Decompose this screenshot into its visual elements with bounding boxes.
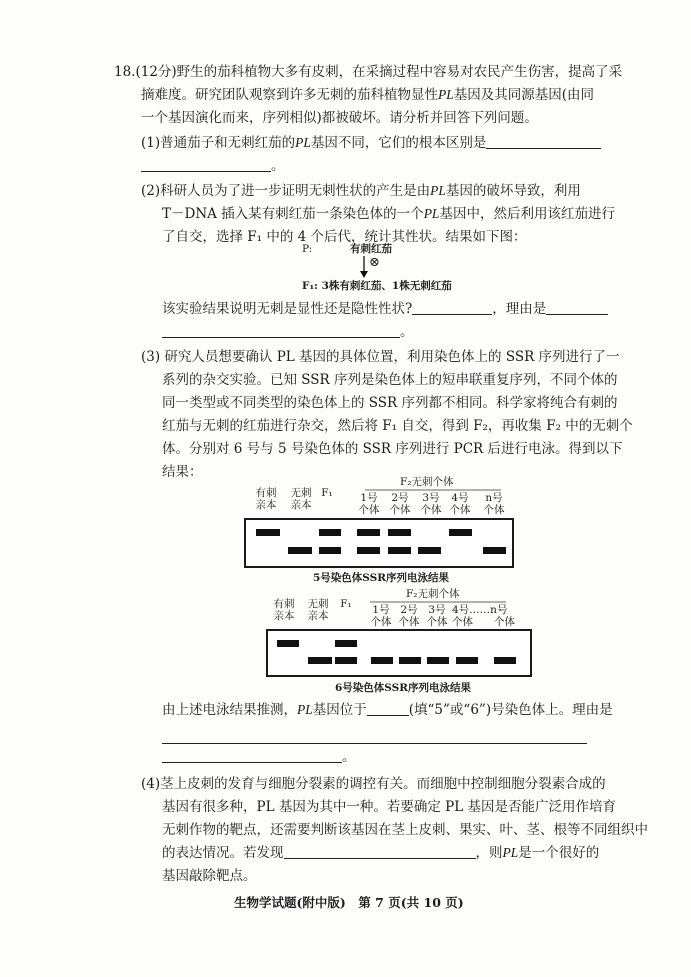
q18-line2: 摘难度。研究团队观察到许多无刺的茄科植物显性PL基因及其同源基因(由同 (141, 87, 595, 103)
gel2-band (456, 657, 478, 664)
gel2-band (335, 657, 357, 664)
gel2-lane-label: 1号 个体 (370, 604, 392, 628)
part4-line5: 基因敲除靶点。 (162, 868, 257, 884)
gel1-band (388, 547, 411, 554)
cross-p-label: P: (302, 243, 313, 255)
gel2-lane-label: F₁ (340, 598, 352, 610)
gel1-lane-label: 无刺 亲本 (290, 487, 312, 511)
part2-line5: 。 (162, 322, 414, 342)
gel1-lane-label: 有刺 亲本 (255, 487, 277, 511)
gel1-band (449, 529, 472, 536)
gel2-caption: 6号染色体SSR序列电泳结果 (335, 682, 471, 694)
part3-line3: 同一类型或不同类型的染色体上的 SSR 序列都不相同。科学家将纯合有刺的 (162, 395, 618, 411)
gel2-lane-label: 2号 个体 (398, 604, 420, 628)
gel2-band (308, 657, 332, 664)
answer-blank-1b[interactable] (141, 157, 271, 172)
gel1-band (288, 547, 312, 554)
part4-line3: 无刺作物的靶点，还需要判断该基因在茎上皮刺、果实、叶、茎、根等不同组织中 (162, 822, 648, 838)
page-footer: 生物学试题(附中版) 第 7 页(共 10 页) (234, 895, 464, 910)
gel1-box (244, 518, 514, 568)
selfing-symbol-icon: ⊗ (369, 255, 380, 270)
gel1-band (357, 529, 380, 536)
q18-line1: 18.(12分)野生的茄科植物大多有皮刺，在采摘过程中容易对农民产生伤害，提高了采 (114, 64, 623, 80)
answer-blank-2a[interactable] (412, 300, 492, 315)
answer-blank-3c[interactable] (162, 748, 342, 763)
gel1-band (357, 547, 380, 554)
answer-blank-2c[interactable] (162, 323, 400, 338)
answer-blank-3a[interactable] (367, 701, 409, 716)
gel2-band (494, 657, 516, 664)
gel2-band (399, 657, 421, 664)
gel2-band (277, 640, 299, 647)
cross-parent: 有刺红茄 (350, 243, 392, 255)
cross-f1-result: F₁: 3株有刺红茄、1株无刺红茄 (302, 280, 452, 292)
part3-line6: 结果： (162, 464, 203, 480)
gel1-band (256, 529, 280, 536)
gel1-lane-label: 3号 个体 (420, 492, 442, 516)
part3-line5: 体。分别对 6 号与 5 号染色体的 SSR 序列进行 PCR 后进行电泳。得到以下 (162, 441, 623, 457)
part4-line2: 基因有很多种，PL 基因为其中一种。若要确定 PL 基因是否能广泛用作培育 (162, 799, 616, 815)
part1-line2: 。 (141, 156, 285, 176)
part1-question: (1)普通茄子和无刺红茄的PL基因不同，它们的根本区别是 (141, 133, 601, 153)
part3-question: 由上述电泳结果推测，PL基因位于 (填“5”或“6”)号染色体上。理由是 (162, 702, 613, 718)
gel1-group-label: F₂无刺个体 (400, 476, 454, 488)
gel1-lane-label: 2号 个体 (389, 492, 411, 516)
part2-line3: 了自交，选择 F₁ 中的 4 个后代，统计其性状。结果如下图： (162, 229, 527, 245)
gel1-band (388, 529, 411, 536)
gel1-lane-label: F₁ (321, 487, 333, 499)
part3-blank-line2: 。 (162, 747, 356, 767)
gel1-band (418, 547, 441, 554)
answer-blank-1a[interactable] (486, 134, 601, 149)
gel2-lane-label: 有刺 亲本 (273, 598, 295, 622)
part4-line4: 的表达情况。若发现 ，则PL是一个很好的 (162, 845, 600, 861)
gel1-lane-label: 1号 个体 (358, 492, 380, 516)
gel2-box (266, 629, 532, 677)
gel2-lane-label: 无刺 亲本 (307, 598, 329, 622)
gel2-band (335, 640, 357, 647)
q18-line3: 一个基因演化而来，序列相似)都被破坏。请分析并回答下列问题。 (141, 110, 538, 126)
gel2-group-label: F₂无刺个体 (406, 588, 460, 600)
gel2-lane-label: 3号 个体 (426, 604, 448, 628)
gel1-caption: 5号染色体SSR序列电泳结果 (313, 572, 449, 584)
part2-line2: T－DNA 插入某有刺红茄一条染色体的一个PL基因中，然后利用该红茄进行 (162, 206, 615, 222)
gel1-lane-label: 4号 个体 (449, 492, 471, 516)
part3-line2: 系列的杂交实验。已知 SSR 序列是染色体上的短串联重复序列，不同个体的 (162, 372, 618, 388)
part3-line4: 红茄与无刺的红茄进行杂交，然后将 F₁ 自交，得到 F₂，再收集 F₂ 中的无刺个 (162, 418, 633, 434)
gel1-band (483, 547, 506, 554)
gel1-band (319, 547, 341, 554)
gel2-lane-label: 4号……n号 个体 个体 (452, 604, 515, 628)
part3-blank-line (162, 728, 587, 748)
gel1-band (319, 529, 341, 536)
answer-blank-3b[interactable] (162, 729, 587, 744)
answer-blank-4[interactable] (284, 844, 476, 859)
answer-blank-2b[interactable] (546, 300, 608, 315)
part2-line1: (2)科研人员为了进一步证明无刺性状的产生是由PL基因的破坏导致，利用 (141, 183, 581, 199)
gel2-band (371, 657, 393, 664)
part3-line1: (3) 研究人员想要确认 PL 基因的具体位置，利用染色体上的 SSR 序列进行了一 (141, 349, 620, 365)
part4-line1: (4)茎上皮刺的发育与细胞分裂素的调控有关。而细胞中控制细胞分裂素合成的 (141, 776, 606, 792)
gel2-band (427, 657, 449, 664)
part2-question: 该实验结果说明无刺是显性还是隐性性状? ，理由是 (162, 299, 608, 319)
gel1-lane-label: n号 个体 (483, 492, 505, 516)
